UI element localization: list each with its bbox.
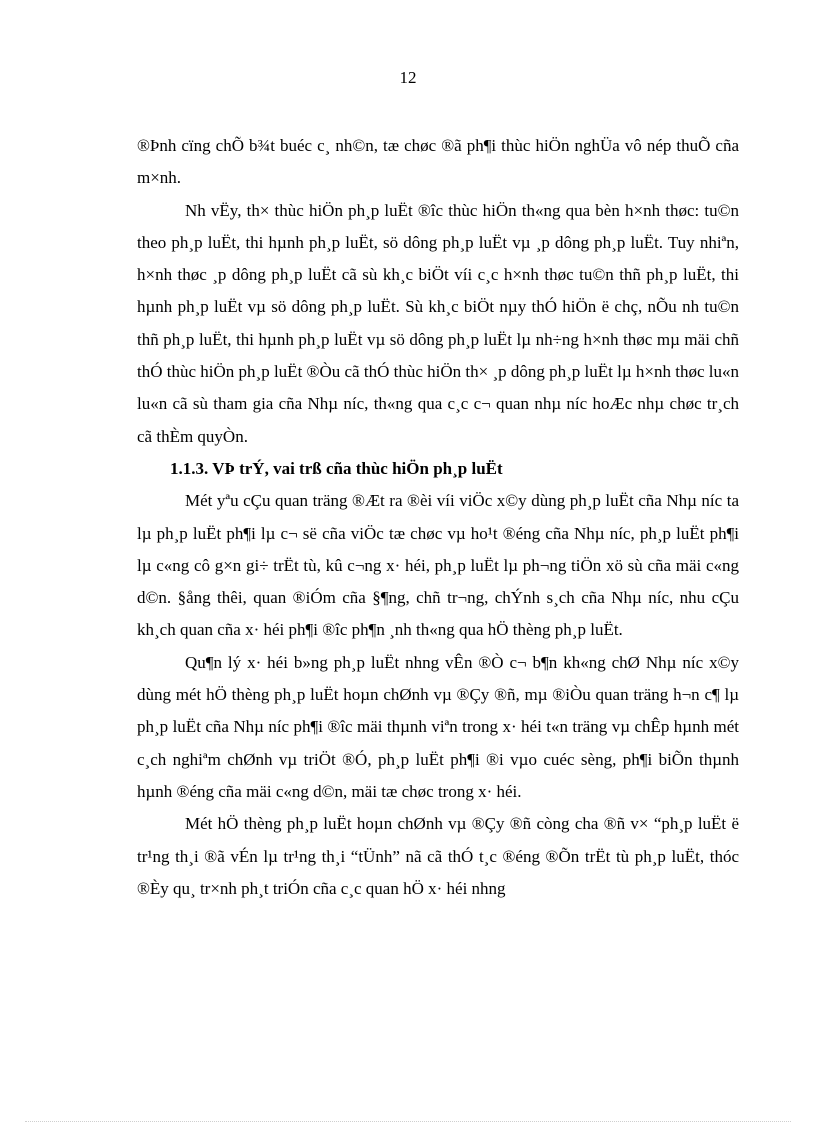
paragraph-system: Mét hÖ thèng ph¸p luËt hoµn chØnh vµ ®Çy ®ñ còng cha ®ñ v× “ph¸p luËt ë tr¹ng th¸i ®ã vÉn lµ tr¹ng th¸i “tÜnh” nã cã thÓ t¸c ®éng ®Õn trËt tù ph¸p luËt, thóc ®Èy qu¸ tr×nh ph¸t triÓn cña c¸c quan hÖ x· héi nhng [137,814,739,898]
paragraph-requirements: Mét yªu cÇu quan träng ®Æt ra ®èi víi viÖc x©y dùng ph¸p luËt cña Nhµ níc ta lµ ph¸p luËt ph¶i lµ c¬ së cña viÖc tæ chøc vµ ho¹t ®éng cña Nhµ níc, ph¸p luËt ph¶i lµ c«ng cô g×n gi÷ trËt tù, kû c¬ng x· héi, ph¸p luËt lµ ph¬ng tiÖn xö sù cña mäi c«ng d©n. §ång thêi, quan ®iÓm cña §¶ng, chñ tr¬ng, chÝnh s¸ch cña Nhµ níc, nhu cÇu kh¸ch quan cña x· héi ph¶i ®îc ph¶n ¸nh th«ng qua hÖ thèng ph¸p luËt. [137,491,739,640]
page-number: 12 [399,68,417,87]
document-body [137,130,739,905]
paragraph-management: Qu¶n lý x· héi b»ng ph¸p luËt nhng vÊn ®Ò c¬ b¶n kh«ng chØ Nhµ níc x©y dùng mét hÖ thèng ph¸p luËt hoµn chØnh vµ ®Çy ®ñ, mµ ®iÒu quan träng h¬n c¶ lµ ph¸p luËt cña Nhµ níc ph¶i ®îc mäi thµnh viªn trong x· héi t«n träng vµ chÊp hµnh mét c¸ch nghiªm chØnh vµ triÖt ®Ó, ph¸p luËt ph¶i ®i vµo cuéc sèng, ph¶i biÕn thµnh hµnh ®éng cña mäi c«ng d©n, mäi tæ chøc trong x· héi. [137,652,739,801]
section-heading: 1.1.3. VÞ trÝ, vai trß cña thùc hiÖn ph¸p luËt [170,458,503,478]
paragraph-intro: ®Þnh cïng chÕ b¾t buéc c¸ nh©n, tæ chøc ®ã ph¶i thùc hiÖn nghÜa vô nép thuÕ cña m×nh. [137,136,739,188]
paragraph-forms-of-law: Nh vËy, th× thùc hiÖn ph¸p luËt ®îc thùc hiÖn th«ng qua bèn h×nh thøc: tu©n theo ph¸p luËt, thi hµnh ph¸p luËt, sö dông ph¸p luËt vµ ¸p dông ph¸p luËt. Tuy nhiªn, h×nh thøc ¸p dông ph¸p luËt cã sù kh¸c biÖt víi c¸c h×nh thøc tu©n thñ ph¸p luËt, thi hµnh ph¸p luËt vµ sö dông ph¸p luËt. Sù kh¸c biÖt nµy thÓ hiÖn ë chç, nÕu nh tu©n thñ ph¸p luËt, thi hµnh ph¸p luËt vµ sö dông ph¸p luËt lµ nh÷ng h×nh thøc mµ mäi chñ thÓ thùc hiÖn ph¸p luËt ®Òu cã thÓ thùc hiÖn th× ¸p dông ph¸p luËt lµ h×nh thøc lu«n lu«n cã sù tham gia cña Nhµ níc, th«ng qua c¸c c¬ quan nhµ níc hoÆc nhµ chøc tr¸ch cã thÈm quyÒn. [137,200,739,446]
page-bottom-rule [25,1121,791,1122]
